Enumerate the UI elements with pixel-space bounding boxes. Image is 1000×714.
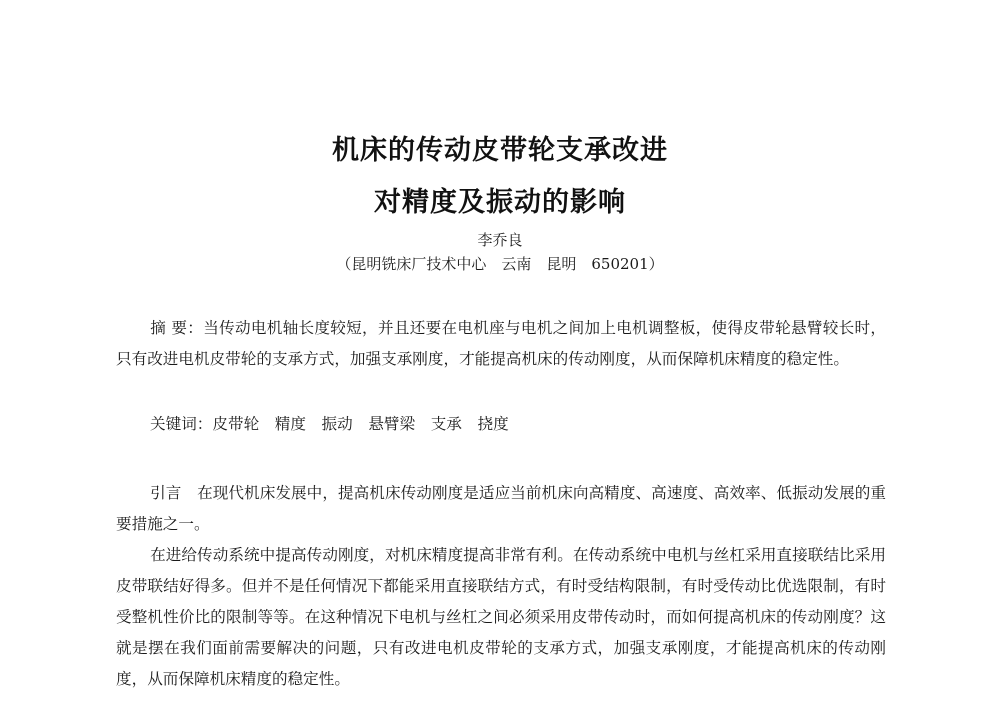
- keywords-label: 关键词：: [150, 415, 213, 433]
- paper-title-line-1: 机床的传动皮带轮支承改进: [332, 135, 668, 166]
- paragraph-2-text: 在进给传动系统中提高传动刚度，对机床精度提高非常有利。在传动系统中电机与丝杠采用直接联结比采用皮带联结好得多。但并不是任何情况下都能采用直接联结方式，有时受结构限制，有时受传动比优选限制，有时受整机性价比的限制等等。在这种情况下电机与丝杠之间必须采用皮带传动时，而如何提高机床的传动刚度？这就是摆在我们面前需要解决的问题，只有改进电机皮带轮的支承方式，加强支承刚度，才能提高机床的传动刚度，从而保障机床精度的稳定性。: [116, 546, 886, 688]
- intro-label: 引言: [150, 484, 182, 502]
- keywords-text: 皮带轮 精度 振动 悬臂梁 支承 挠度: [212, 415, 509, 433]
- intro-paragraph: [116, 478, 886, 540]
- intro-text: 在现代机床发展中，提高机床传动刚度是适应当前机床向高精度、高速度、高效率、低振动发展的重要措施之一。: [116, 484, 886, 533]
- abstract-paragraph: [116, 313, 886, 375]
- author-affiliation: （昆明铣床厂技术中心 云南 昆明 650201）: [336, 255, 664, 273]
- paper-title-line-2: 对精度及振动的影响: [374, 187, 626, 218]
- abstract-text: 当传动电机轴长度较短，并且还要在电机座与电机之间加上电机调整板，使得皮带轮悬臂较长时，只有改进电机皮带轮的支承方式，加强支承刚度，才能提高机床的传动刚度，从而保障机床精度的稳定性。: [116, 319, 886, 368]
- abstract-label: 摘 要：: [150, 319, 204, 337]
- author-name: 李乔良: [477, 231, 523, 249]
- body-paragraph-2: [116, 540, 886, 695]
- keywords-line: [150, 409, 850, 440]
